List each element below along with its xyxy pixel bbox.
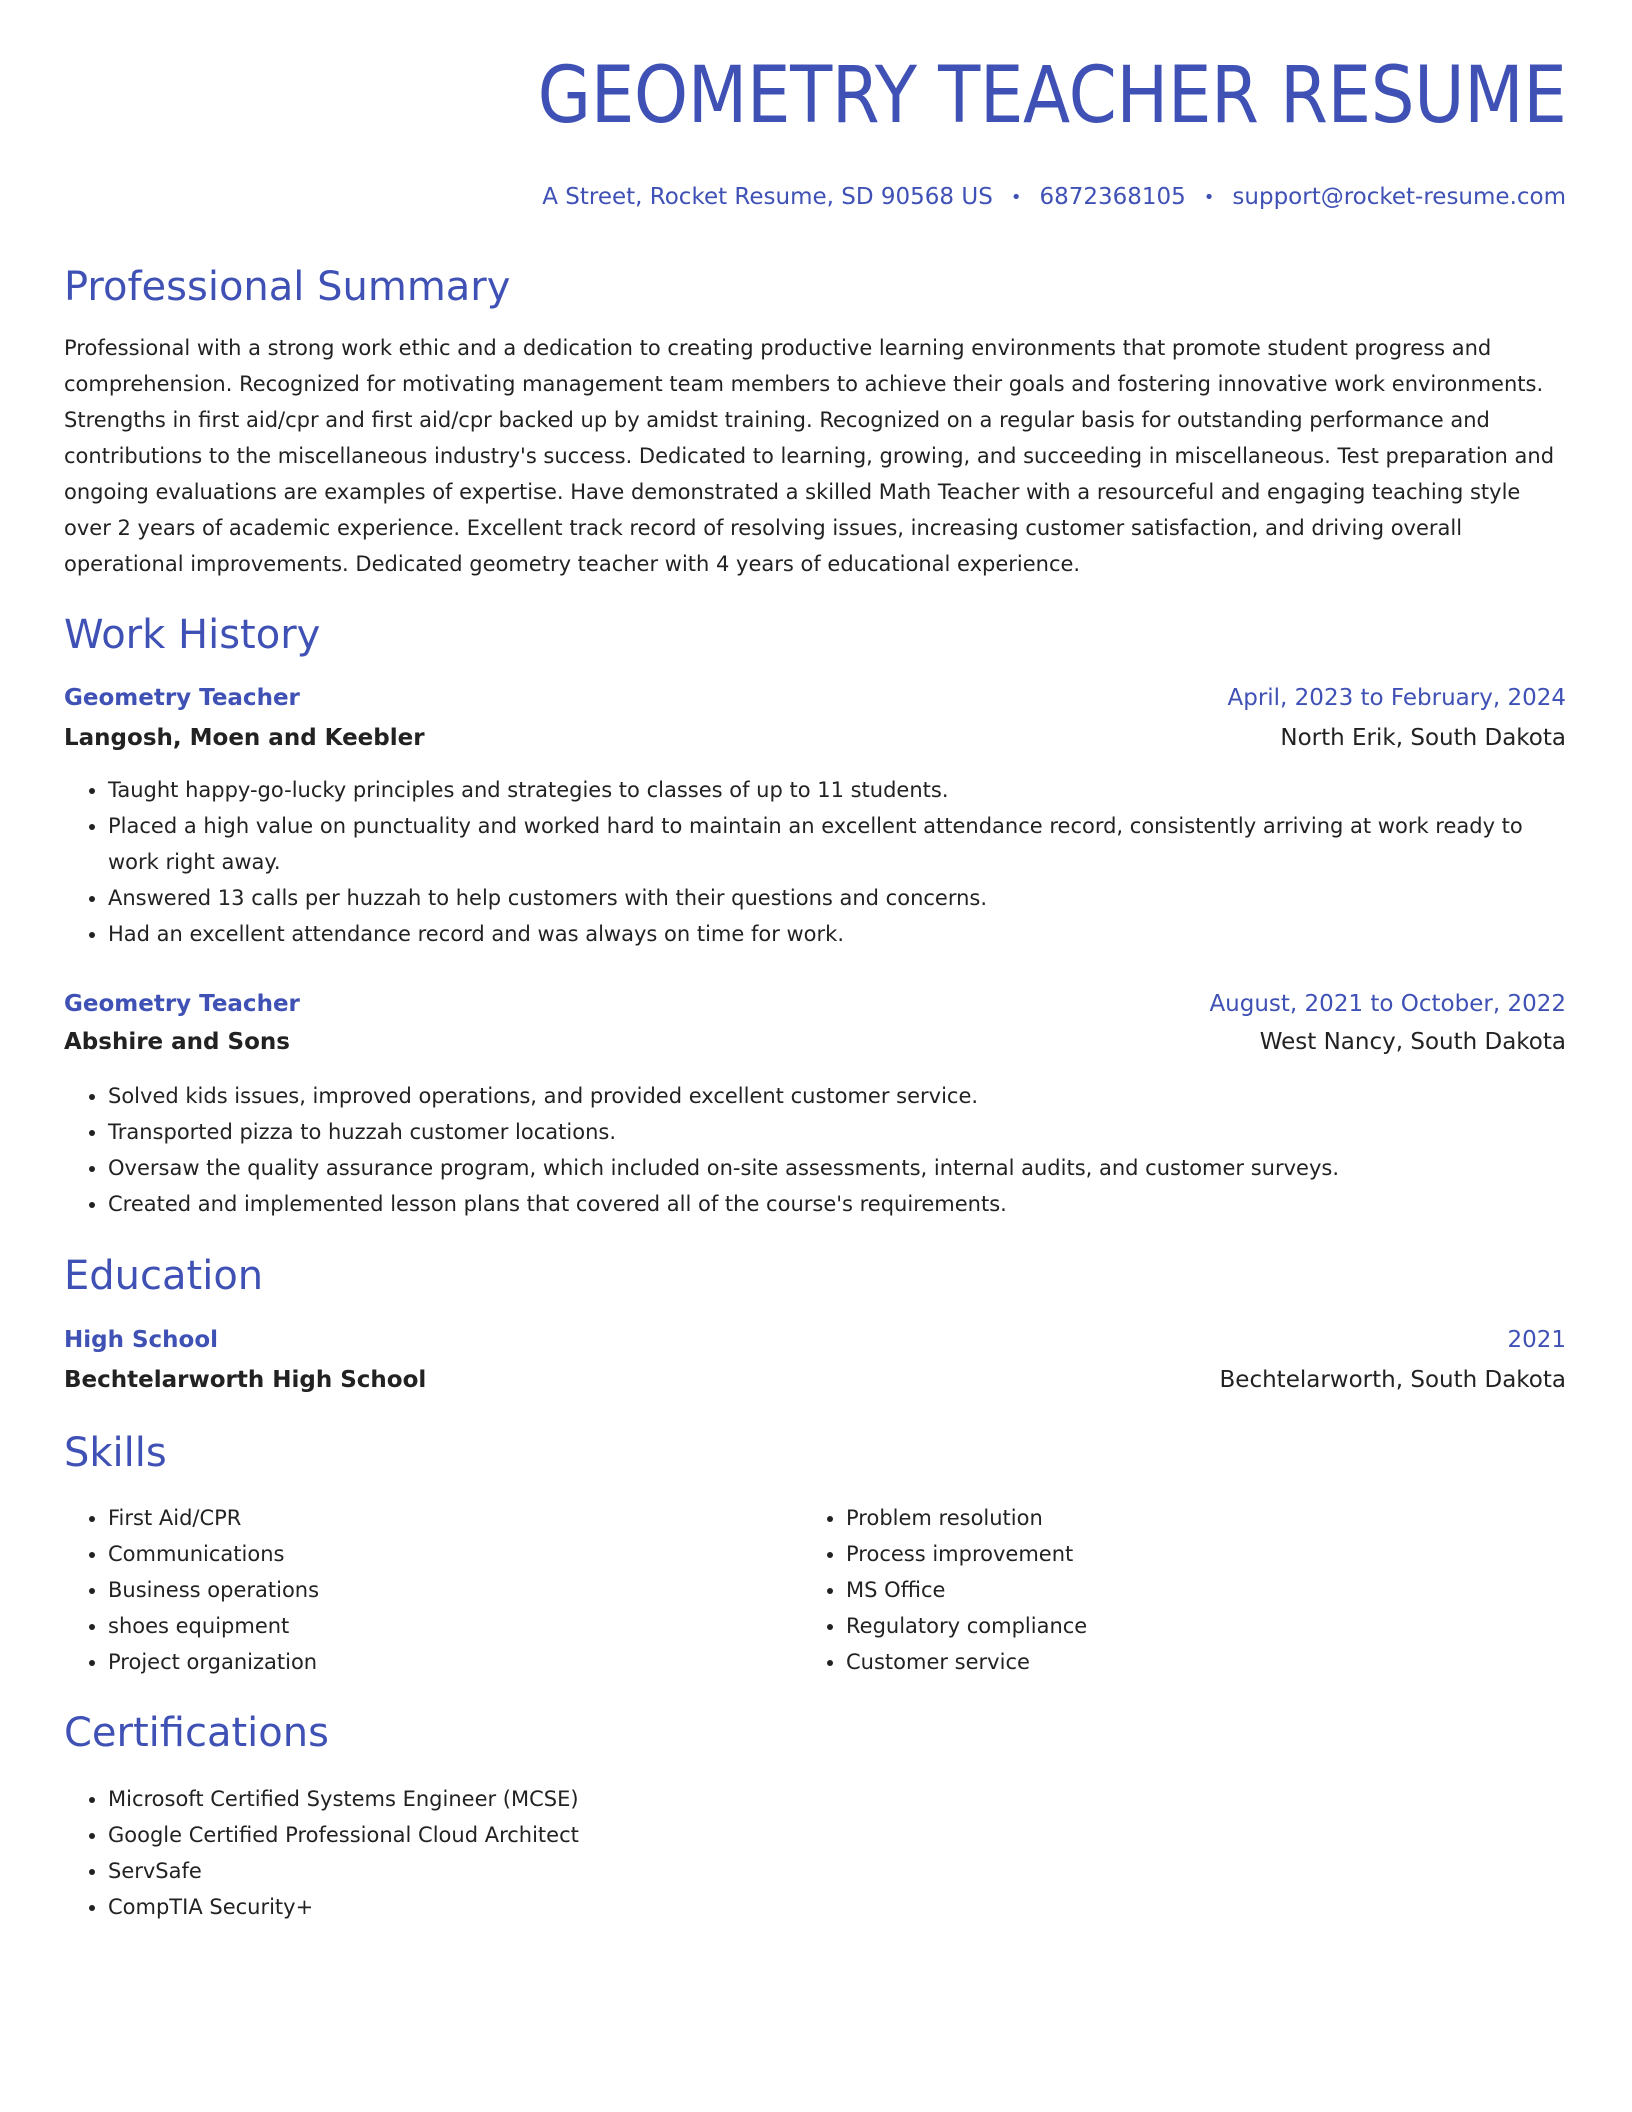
job-title: Geometry Teacher — [64, 685, 300, 711]
job-location: West Nancy, South Dakota — [1259, 1029, 1566, 1055]
skills-list-right — [802, 1500, 1526, 1680]
job-dates: August, 2021 to October, 2022 — [1209, 991, 1566, 1017]
list-item: • Oversaw the quality assurance program, which included on-site assessments, internal audits, and customer surveys. — [108, 1150, 1566, 1186]
education-year: 2021 — [1507, 1327, 1566, 1353]
job-header — [64, 986, 1566, 1022]
job-dates: April, 2023 to February, 2024 — [1227, 685, 1566, 711]
list-item: • Google Certified Professional Cloud Architect — [108, 1817, 1008, 1853]
contact-line — [542, 180, 1566, 214]
job-subheader — [64, 720, 1566, 756]
list-item: • Communications — [108, 1536, 788, 1572]
skills-heading: Skills — [64, 1430, 167, 1476]
job-company: Abshire and Sons — [64, 1029, 290, 1055]
list-item: • CompTIA Security+ — [108, 1889, 1008, 1925]
list-item: • First Aid/CPR — [108, 1500, 788, 1536]
summary-heading: Professional Summary — [64, 264, 511, 310]
list-item: • ServSafe — [108, 1853, 1008, 1889]
work-history-heading: Work History — [64, 612, 321, 658]
list-item: • Customer service — [846, 1644, 1526, 1680]
list-item: • Microsoft Certified Systems Engineer (MCSE) — [108, 1781, 1008, 1817]
list-item: • Created and implemented lesson plans that covered all of the course's requirements. — [108, 1186, 1566, 1222]
list-item: • Answered 13 calls per huzzah to help customers with their questions and concerns. — [108, 880, 1566, 916]
list-item: • Taught happy-go-lucky principles and strategies to classes of up to 11 students. — [108, 772, 1566, 808]
list-item: • Business operations — [108, 1572, 788, 1608]
education-location: Bechtelarworth, South Dakota — [1219, 1367, 1566, 1393]
education-school: Bechtelarworth High School — [64, 1367, 427, 1393]
list-item: • Placed a high value on punctuality and worked hard to maintain an excellent attendance record, consistently arriving at work ready to work right away. — [108, 808, 1566, 880]
contact-phone: 6872368105 — [1039, 184, 1186, 210]
contact-separator: • — [1203, 186, 1215, 208]
education-header — [64, 1322, 1566, 1358]
list-item: • Transported pizza to huzzah customer locations. — [108, 1114, 1566, 1150]
education-subheader — [64, 1362, 1566, 1398]
certifications-list — [64, 1781, 1008, 1925]
education-heading: Education — [64, 1253, 264, 1299]
list-item: • Had an excellent attendance record and was always on time for work. — [108, 916, 1566, 952]
job-subheader — [64, 1024, 1566, 1060]
job-duties-list — [64, 1078, 1566, 1222]
certifications-heading: Certifications — [64, 1710, 329, 1756]
resume-title: GEOMETRY TEACHER RESUME — [537, 51, 1566, 141]
skills-list-left — [64, 1500, 788, 1680]
list-item: • Process improvement — [846, 1536, 1526, 1572]
job-title: Geometry Teacher — [64, 991, 300, 1017]
job-company: Langosh, Moen and Keebler — [64, 725, 425, 751]
contact-email: support@rocket-resume.com — [1232, 184, 1566, 210]
job-header — [64, 680, 1566, 716]
job-duties-list — [64, 772, 1566, 952]
list-item: • MS Office — [846, 1572, 1526, 1608]
list-item: • Regulatory compliance — [846, 1608, 1526, 1644]
list-item: • shoes equipment — [108, 1608, 788, 1644]
contact-address: A Street, Rocket Resume, SD 90568 US — [542, 184, 993, 210]
contact-separator: • — [1010, 186, 1022, 208]
summary-text: Professional with a strong work ethic and a dedication to creating productive learning environments that promote student progress and comprehension. Recognized for motivating management team members to achieve their goals and fostering innovative work environments. Strengths in first aid/cpr and first aid/cpr backed up by amidst training. Recognized on a regular basis for outstanding performance and contributions to the miscellaneous industry's success. Dedicated to learning, growing, and succeeding in miscellaneous. Test preparation and ongoing evaluations are examples of expertise. Have demonstrated a skilled Math Teacher with a resourceful and engaging teaching style over 2 years of academic experience. Excellent track record of resolving issues, increasing customer satisfaction, and driving overall operational improvements. Dedicated geometry teacher with 4 years of educational experience. — [64, 336, 1555, 576]
list-item: • Solved kids issues, improved operations, and provided excellent customer service. — [108, 1078, 1566, 1114]
education-degree: High School — [64, 1327, 219, 1353]
list-item: • Project organization — [108, 1644, 788, 1680]
list-item: • Problem resolution — [846, 1500, 1526, 1536]
job-location: North Erik, South Dakota — [1280, 725, 1566, 751]
